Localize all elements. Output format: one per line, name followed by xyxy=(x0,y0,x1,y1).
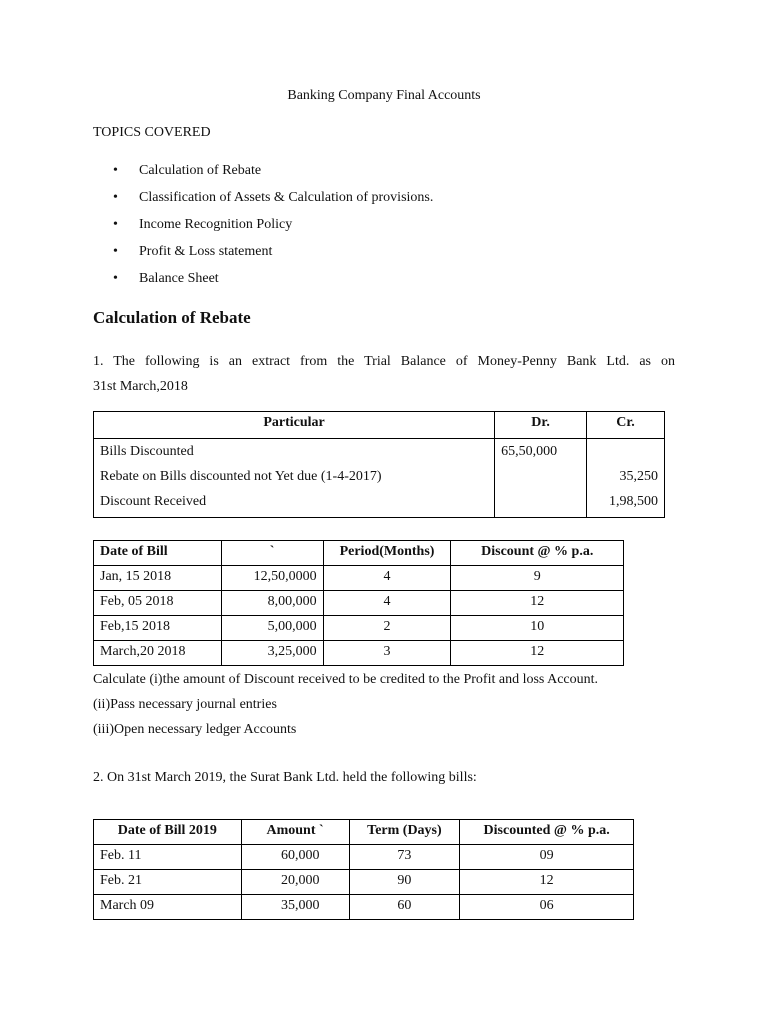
table-cell: 12 xyxy=(451,591,624,616)
column-header: Period(Months) xyxy=(323,541,451,566)
table-cell: 2 xyxy=(323,616,451,641)
column-header: Term (Days) xyxy=(349,820,460,845)
topics-heading: TOPICS COVERED xyxy=(93,125,211,140)
table-cell: 9 xyxy=(451,566,624,591)
column-header: Date of Bill 2019 xyxy=(94,820,242,845)
table-cell: 5,00,000 xyxy=(221,616,323,641)
table-row xyxy=(94,566,624,591)
table-cell: Feb. 11 xyxy=(94,845,242,870)
table-cell: 35,000 xyxy=(241,895,349,920)
table-cell: 12,50,0000 xyxy=(221,566,323,591)
column-header: Cr. xyxy=(587,412,665,439)
list-item: • Profit & Loss statement xyxy=(93,243,433,270)
table-cell xyxy=(587,439,665,465)
table-row xyxy=(94,845,634,870)
table-row xyxy=(94,464,665,489)
document-title: Banking Company Final Accounts xyxy=(287,88,481,103)
table-cell: 60 xyxy=(349,895,460,920)
trial-balance-table xyxy=(93,411,665,518)
table-cell: March,20 2018 xyxy=(94,641,222,666)
surat-bank-bills-table xyxy=(93,819,634,920)
table-row xyxy=(94,641,624,666)
column-header: Dr. xyxy=(495,412,587,439)
table-cell xyxy=(495,464,587,489)
table-row xyxy=(94,616,624,641)
table-cell: 09 xyxy=(460,845,634,870)
table-header-row xyxy=(94,541,624,566)
table-cell: 10 xyxy=(451,616,624,641)
table-row xyxy=(94,439,665,465)
table-cell: 1,98,500 xyxy=(587,489,665,518)
column-header: Discounted @ % p.a. xyxy=(460,820,634,845)
table-cell: 3,25,000 xyxy=(221,641,323,666)
list-item: • Calculation of Rebate xyxy=(93,162,433,189)
table-cell: Bills Discounted xyxy=(94,439,495,465)
table-cell: March 09 xyxy=(94,895,242,920)
instruction-line: Calculate (i)the amount of Discount received to be credited to the Profit and loss Account. xyxy=(93,672,599,687)
list-item: • Classification of Assets & Calculation of provisions. xyxy=(93,189,433,216)
column-header: Particular xyxy=(94,412,495,439)
column-header: Discount @ % p.a. xyxy=(451,541,624,566)
list-item: • Balance Sheet xyxy=(93,270,433,297)
table-cell: 73 xyxy=(349,845,460,870)
table-cell: 12 xyxy=(451,641,624,666)
instruction-line: (ii)Pass necessary journal entries xyxy=(93,697,277,712)
table-cell: 90 xyxy=(349,870,460,895)
question-1-text xyxy=(93,349,675,399)
list-item: • Income Recognition Policy xyxy=(93,216,433,243)
table-row xyxy=(94,870,634,895)
column-header: Date of Bill xyxy=(94,541,222,566)
bills-table xyxy=(93,540,624,666)
table-cell: 3 xyxy=(323,641,451,666)
table-row xyxy=(94,489,665,518)
table-cell: Rebate on Bills discounted not Yet due (1-4-2017) xyxy=(94,464,495,489)
table-cell xyxy=(495,489,587,518)
column-header: ` xyxy=(221,541,323,566)
table-cell: 06 xyxy=(460,895,634,920)
table-cell: 20,000 xyxy=(241,870,349,895)
table-cell: Feb. 21 xyxy=(94,870,242,895)
table-cell: 4 xyxy=(323,591,451,616)
table-header-row xyxy=(94,820,634,845)
table-cell: 65,50,000 xyxy=(495,439,587,465)
table-cell: Feb, 05 2018 xyxy=(94,591,222,616)
table-cell: 35,250 xyxy=(587,464,665,489)
table-row xyxy=(94,895,634,920)
instructions xyxy=(93,667,598,742)
table-row xyxy=(94,591,624,616)
question-1-line-2: 31st March,2018 xyxy=(93,379,188,394)
table-cell: 4 xyxy=(323,566,451,591)
table-cell: Discount Received xyxy=(94,489,495,518)
table-cell: Feb,15 2018 xyxy=(94,616,222,641)
question-1-line-1: 1. The following is an extract from the Trial Balance of Money-Penny Bank Ltd. as on xyxy=(93,354,675,369)
topics-list xyxy=(93,162,433,297)
table-cell: 8,00,000 xyxy=(221,591,323,616)
question-2-text: 2. On 31st March 2019, the Surat Bank Ltd. held the following bills: xyxy=(93,770,477,785)
table-header-row xyxy=(94,412,665,439)
column-header: Amount ` xyxy=(241,820,349,845)
section-heading: Calculation of Rebate xyxy=(93,308,251,327)
instruction-line: (iii)Open necessary ledger Accounts xyxy=(93,722,297,737)
table-cell: 60,000 xyxy=(241,845,349,870)
table-cell: 12 xyxy=(460,870,634,895)
table-cell: Jan, 15 2018 xyxy=(94,566,222,591)
